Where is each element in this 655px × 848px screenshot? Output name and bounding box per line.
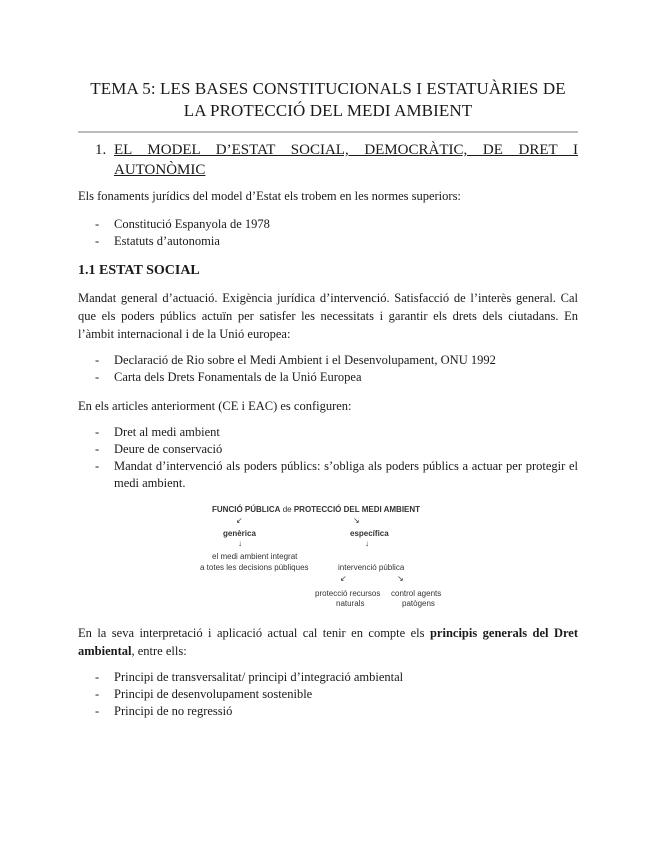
dash-bullet: - <box>95 459 100 473</box>
articles-intro: En els articles anteriorment (CE i EAC) es configuren: <box>78 399 352 413</box>
document-title <box>78 78 578 122</box>
dash-bullet: - <box>95 370 100 384</box>
arrow-se-icon: ↘ <box>353 516 360 525</box>
articles-list <box>78 424 578 492</box>
diagram-leaf-left-1: protecció recursos <box>315 589 381 598</box>
function-diagram <box>190 503 460 613</box>
principles-intro: En la seva interpretació i aplicació actual cal tenir en compte els principis generals del Dret ambiental, entre ells: <box>78 626 578 658</box>
list-item: - Mandat d’intervenció als poders públics: s’obliga als poders públics a actuar per protegir el medi ambient. <box>95 459 578 490</box>
diagram-generic: genèrica <box>223 529 256 538</box>
diagram-leaf-right-2: patògens <box>402 599 435 608</box>
section-1-1-heading: 1.1 ESTAT SOCIAL <box>78 263 200 278</box>
dash-bullet: - <box>95 442 100 456</box>
title-line-2: LA PROTECCIÓ DEL MEDI AMBIENT <box>183 101 473 120</box>
section-1-title: EL MODEL D’ESTAT SOCIAL, DEMOCRÀTIC, DE DRET I AUTONÒMIC <box>114 142 578 178</box>
dash-bullet: - <box>95 687 100 701</box>
section-1-list <box>78 216 578 250</box>
list-item: - Carta dels Drets Fonamentals de la Unió Europea <box>95 370 362 384</box>
arrow-se-icon: ↘ <box>397 574 404 583</box>
list-item: - Constitució Espanyola de 1978 <box>95 217 270 231</box>
dash-bullet: - <box>95 704 100 718</box>
list-item: - Deure de conservació <box>95 442 223 456</box>
arrow-sw-icon: ↙ <box>236 516 243 525</box>
principles-bold-term: principis generals del Dret ambiental <box>78 626 578 658</box>
dash-bullet: - <box>95 425 100 439</box>
list-item: - Estatuts d’autonomia <box>95 234 220 248</box>
dash-bullet: - <box>95 234 100 248</box>
dash-bullet: - <box>95 670 100 684</box>
section-1-1-paragraph: Mandat general d’actuació. Exigència jurídica d’intervenció. Satisfacció de l’interès general. Cal que els poders públics actuïn per satisfer les necessitats i garantir els drets dels ciutadans. En l’àmbit internacional i de la Unió europea: <box>78 291 578 341</box>
section-1-intro: Els fonaments jurídics del model d’Estat els trobem en les normes superiors: <box>78 189 461 203</box>
list-item: - Principi de desenvolupament sostenible <box>95 687 313 701</box>
list-item: - Declaració de Rio sobre el Medi Ambient i el Desenvolupament, ONU 1992 <box>95 353 496 367</box>
list-item: - Principi de no regressió <box>95 704 233 718</box>
diagram-specific-line-1: intervenció pública <box>338 563 405 572</box>
arrow-down-icon: ↓ <box>238 539 242 548</box>
diagram-title: FUNCIÓ PÚBLICA de PROTECCIÓ DEL MEDI AMBIENT <box>212 505 421 514</box>
international-list <box>78 352 578 386</box>
diagram-leaf-right-1: control agents <box>391 589 442 598</box>
arrow-down-icon: ↓ <box>365 539 369 548</box>
diagram-generic-line-2: a totes les decisions públiques <box>200 563 309 572</box>
list-item: - Dret al medi ambient <box>95 425 220 439</box>
principles-list <box>78 669 578 720</box>
list-item: - Principi de transversalitat/ principi d’integració ambiental <box>95 670 404 684</box>
title-divider <box>78 131 578 133</box>
dash-bullet: - <box>95 217 100 231</box>
dash-bullet: - <box>95 353 100 367</box>
diagram-generic-line-1: el medi ambient integrat <box>212 552 298 561</box>
arrow-sw-icon: ↙ <box>340 574 347 583</box>
section-1-number: 1. <box>95 142 107 158</box>
diagram-leaf-left-2: naturals <box>336 599 365 608</box>
diagram-specific: específica <box>350 529 389 538</box>
title-line-1: TEMA 5: LES BASES CONSTITUCIONALS I ESTATUÀRIES DE <box>90 79 566 98</box>
